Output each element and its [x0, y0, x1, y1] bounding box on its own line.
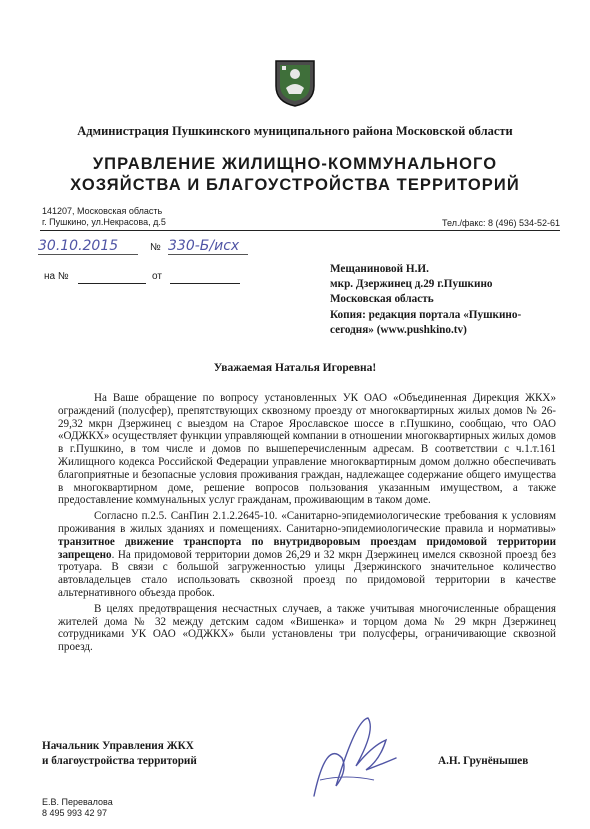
recipient-block: [330, 262, 570, 338]
paragraph-2-end: . На придомовой территории домов 26,29 и 32 мкрн Дзержинец имелся сквозной проезд без тротуара. В связи с большой загруженностью улицы Дзержинского значительное количество автовладельцев стало использовать сквозной проезд по придомовой территории в качестве альтернативного объезда пробок.: [58, 548, 556, 599]
registration-number-sign: №: [150, 242, 161, 253]
recipient-name: Мещаниновой Н.И.: [330, 263, 429, 275]
paragraph-2-bold: транзитное движение транспорта по внутридворовым проездам придомовой территории запрещено: [58, 535, 556, 561]
paragraph-3: В целях предотвращения несчастных случаев, а также учитывая многочисленные обращения жителей дома № 32 между детским садом «Вишенка» и торцом дома № 29 мкрн Дзержинец сотрудниками УК ОАО «ОДЖКХ» были установлены три полусферы, ограничивающие сквозной проезд.: [58, 602, 556, 654]
copy-line2: сегодня» (www.pushkino.tv): [330, 323, 467, 336]
signatory-title-line2: и благоустройства территорий: [42, 755, 197, 767]
administration-line: Администрация Пушкинского муниципального района Московской области: [77, 124, 513, 138]
executor-name: Е.В. Перевалова: [42, 797, 113, 807]
paragraph-2: [58, 510, 556, 600]
address-line2: г. Пушкино, ул.Некрасова, д.5: [42, 217, 166, 227]
recipient-address: мкр. Дзержинец д.29 г.Пушкино: [330, 278, 493, 291]
signatory-title-line1: Начальник Управления ЖКХ: [42, 740, 194, 752]
greeting: Уважаемая Наталья Игоревна!: [213, 362, 377, 374]
department-title-line1: УПРАВЛЕНИЕ ЖИЛИЩНО-КОММУНАЛЬНОГО: [92, 155, 498, 173]
address-line1: 141207, Московская область: [42, 206, 163, 216]
reply-number-label: на №: [44, 271, 69, 282]
letter-body: [58, 392, 556, 657]
phone-fax: Тел./факс: 8 (496) 534-52-61: [442, 218, 560, 228]
reply-from-label: от: [152, 271, 162, 282]
recipient-region: Московская область: [330, 293, 434, 306]
header-divider: [40, 230, 560, 231]
registration-number: 330-Б/исх: [168, 238, 248, 255]
paragraph-2-start: Согласно п.2.5. СанПин 2.1.2.2645-10. «Санитарно-эпидемиологические требования к условиям проживания в жилых зданиях и помещениях. Санитарно-эпидемиологические правила и нормативы»: [58, 510, 556, 535]
department-title-line2: ХОЗЯЙСТВА И БЛАГОУСТРОЙСТВА ТЕРРИТОРИЙ: [70, 176, 520, 194]
coat-of-arms-icon: [274, 58, 316, 108]
copy-line1: Копия: редакция портала «Пушкино-: [330, 308, 522, 321]
reply-date-blank: [170, 273, 240, 284]
handwritten-signature-icon: [296, 700, 406, 810]
paragraph-1: На Ваше обращение по вопросу установленных УК ОАО «Объединенная Дирекция ЖКХ» ограждений (полусфер), препятствующих сквозному проезду от многоквартирных жилых домов № 26-29,32 мкрн Дзержинец с выездом на Старое Ярославское шоссе в г.Пушкино, сообщаю, что ОАО «ОДЖКХ» осуществляет функции управляющей компании в отношении многоквартирных жилых домов в г.Пушкино, в том числе и домов по вышеперечисленным адресам. В соответствии с ч.1.т.161 Жилищного кодекса Российской Федерации управление многоквартирным домом должно обеспечивать благоприятные и безопасные условия проживания граждан, надлежащее содержание общего имущества в многоквартирном доме, решение вопросов пользования указанным имуществом, а также предоставление коммунальных услуг гражданам, проживающим в таком доме.: [58, 392, 556, 507]
signatory-name: А.Н. Грунёнышев: [438, 755, 529, 767]
executor-phone: 8 495 993 42 97: [42, 808, 108, 818]
registration-date: 30.10.2015: [38, 238, 138, 255]
reply-number-blank: [78, 273, 146, 284]
